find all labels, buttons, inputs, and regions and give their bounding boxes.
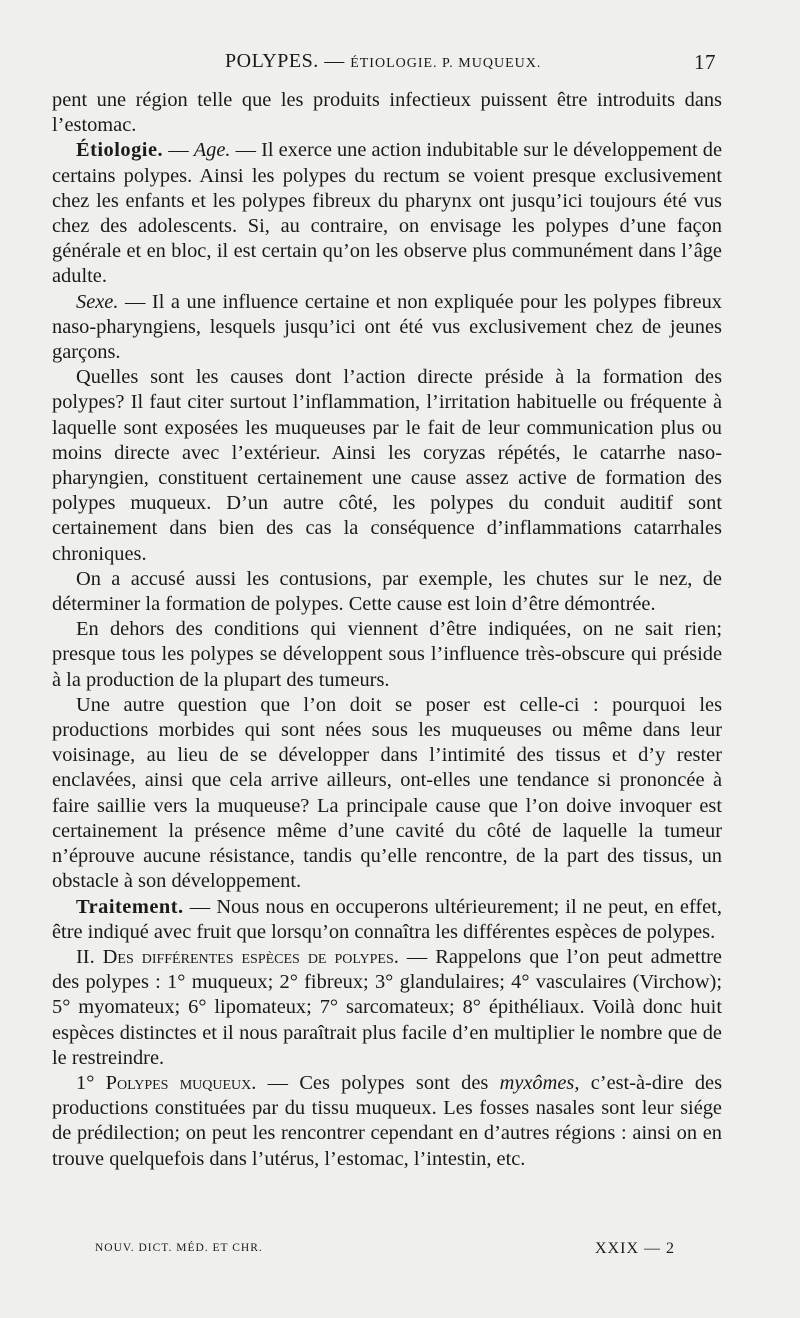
- term-myxomes: myxômes,: [499, 1071, 580, 1094]
- paragraph-text: On a accusé aussi les contusions, par exemple, les chutes sur le nez, de déterminer la formation de polypes. Cette cause est loin d’être démontrée.: [52, 567, 722, 616]
- paragraph-contusions: [52, 567, 722, 617]
- page-number: 17: [694, 50, 716, 74]
- running-title-section: ÉTIOLOGIE. P. MUQUEUX.: [350, 56, 542, 71]
- fold-mark: XXIX — 2: [595, 1240, 675, 1257]
- paragraph-text: Une autre question que l’on doit se poser est celle-ci : pourquoi les productions morbides qui sont nées sous les muqueuses ou même dans leur voisinage, au lieu de se développer dans l’intimité des tissus et d’y rester enclavées, ainsi que cela arrive ailleurs, ont-elles une tendance si prononcée à faire saillie vers la muqueuse? La principale cause que l’on doive invoquer est certainement la présence même d’une cavité du côté de laquelle la tumeur n’éprouve aucune résistance, tandis qu’elle rencontre, de la part des tissus, un obstacle à son développement.: [52, 693, 722, 893]
- section-heading-especes: II. Des différentes espèces de polypes.: [76, 945, 399, 968]
- printer-signature: NOUV. DICT. MÉD. ET CHR.: [95, 1242, 263, 1254]
- heading-dash: —: [256, 1071, 300, 1094]
- running-title-main: POLYPES.: [225, 50, 319, 72]
- running-title-dash: —: [324, 50, 345, 72]
- paragraph-especes: [52, 945, 722, 1071]
- paragraph-causes: [52, 365, 722, 567]
- paragraph-conditions: [52, 617, 722, 693]
- book-page: [52, 46, 722, 1172]
- paragraph-text: c’est-à-dire des productions constituées par du tissu muqueux. Les fosses nasales sont leur siége de prédilection; on peut les rencontrer cependant en d’autres régions : ainsi on en trouve quelquefois dans l’utérus, l’estomac, l’intestin, etc.: [52, 1071, 722, 1170]
- paragraph-text-before: Ces polypes sont des: [299, 1071, 500, 1094]
- page-body: [52, 88, 722, 1172]
- running-header: [52, 46, 722, 76]
- heading-dash: —: [163, 139, 194, 162]
- paragraph-text: Il a une influence certaine et non expliquée pour les polypes fibreux naso-pharyngiens, lesquels jusqu’ici ont été vus exclusivement chez de jeunes garçons.: [52, 290, 722, 364]
- paragraph-text: Il exerce une action indubitable sur le développement de certains polypes. Ainsi les polypes du rectum se voient presque exclusivement chez les enfants et les polypes fibreux du pharynx ont jusqu’ici toujours été vus chez des adolescents. Si, au contraire, on envisage les polypes d’une façon générale et en bloc, il est certain qu’on les observe plus communément dans l’âge adulte.: [52, 139, 722, 288]
- subheading-age: Age.: [193, 139, 231, 162]
- heading-dash: —: [183, 895, 217, 918]
- paragraph-text: Rappelons que l’on peut admettre des polypes : 1° muqueux; 2° fibreux; 3° glandulaires; 4° vasculaires (Virchow); 5° myomateux; 6° lipomateux; 7° sarcomateux; 8° épithéliaux. Voilà donc huit espèces distinctes et il nous paraîtrait plus facile d’en multiplier le nombre que de le restreindre.: [52, 945, 722, 1069]
- section-heading-traitement: Traitement.: [76, 895, 184, 918]
- paragraph-text: pent une région telle que les produits infectieux puissent être introduits dans l’estomac.: [52, 89, 722, 137]
- subheading-dash: —: [118, 290, 152, 313]
- paragraph-question: [52, 693, 722, 895]
- paragraph-text: En dehors des conditions qui viennent d’être indiquées, on ne sait rien; presque tous les polypes se développent sous l’influence très-obscure qui préside à la production de la plupart des tumeurs.: [52, 618, 722, 691]
- paragraph-text: Quelles sont les causes dont l’action directe préside à la formation des polypes? Il faut citer surtout l’inflammation, l’irritation habituelle ou fréquente à laquelle sont exposées les muqueuses par le fait de leur communication plus ou moins directe avec l’extérieur. Ainsi les coryzas répétés, le catarrhe naso-pharyngien, constituent certainement une cause assez active de formation des polypes muqueux. D’un autre côté, les polypes du conduit auditif sont certainement dans bien des cas la conséquence d’inflammations catarrhales chroniques.: [52, 366, 722, 565]
- heading-dash: —: [398, 945, 436, 968]
- running-title: [225, 50, 541, 73]
- paragraph-sexe: [52, 290, 722, 366]
- section-heading-polypes-muqueux: 1° Polypes muqueux.: [76, 1071, 257, 1094]
- page-footer: [95, 1240, 675, 1264]
- paragraph-text: Nous nous en occuperons ultérieurement; il ne peut, en effet, être indiqué avec fruit que lorsqu’on connaîtra les différentes espèces de polypes.: [52, 895, 722, 943]
- subheading-sexe: Sexe.: [76, 290, 119, 313]
- section-heading-etiologie: Étiologie.: [76, 139, 164, 162]
- paragraph-polypes-muqueux: [52, 1071, 722, 1172]
- paragraph-etiologie-age: [52, 138, 722, 289]
- paragraph-traitement: [52, 895, 722, 945]
- subheading-dash: —: [230, 139, 262, 162]
- paragraph-continuation: [52, 88, 722, 138]
